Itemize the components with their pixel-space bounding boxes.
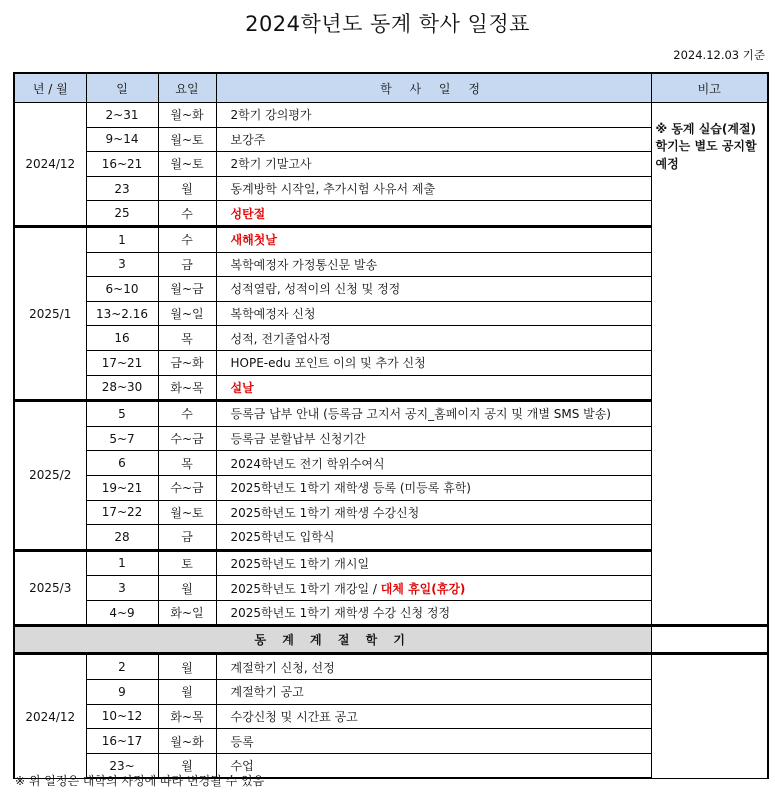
weekday-cell: 토 [158, 550, 216, 576]
event-cell [216, 127, 651, 152]
day-cell: 3 [86, 576, 158, 601]
year-month-cell: 2024/12 [14, 654, 86, 778]
day-cell: 16~17 [86, 729, 158, 754]
day-cell: 17~22 [86, 500, 158, 525]
event-text: 등록금 분할납부 신청기간 [230, 432, 366, 447]
weekday-cell: 목 [158, 451, 216, 476]
event-cell [216, 500, 651, 525]
event-cell [216, 201, 651, 227]
event-text: 2024학년도 전기 학위수여식 [230, 456, 385, 471]
event-cell [216, 550, 651, 576]
footnote: ※ 위 일정은 대학의 사정에 따라 변경될 수 있음 [15, 774, 265, 788]
remark-cell-empty [651, 654, 768, 778]
day-cell: 1 [86, 226, 158, 252]
event-cell [216, 475, 651, 500]
day-cell: 28~30 [86, 375, 158, 401]
day-cell: 25 [86, 201, 158, 227]
weekday-cell: 화~목 [158, 704, 216, 729]
event-cell [216, 654, 651, 680]
day-cell: 2~31 [86, 103, 158, 128]
event-text: 등록 [230, 734, 254, 749]
day-cell: 19~21 [86, 475, 158, 500]
event-text: 2025학년도 1학기 개시일 [230, 556, 370, 571]
event-cell [216, 576, 651, 601]
event-text: 보강주 [230, 132, 266, 147]
table-row [14, 103, 768, 128]
day-cell: 16 [86, 326, 158, 351]
event-highlight: 새해첫날 [230, 233, 277, 248]
year-month-cell: 2025/2 [14, 401, 86, 551]
day-cell: 23~ [86, 753, 158, 778]
day-cell: 6~10 [86, 277, 158, 302]
weekday-cell: 월~토 [158, 127, 216, 152]
event-cell [216, 326, 651, 351]
weekday-cell: 금 [158, 252, 216, 277]
event-text: 계절학기 신청, 선정 [230, 660, 335, 675]
event-cell [216, 375, 651, 401]
day-cell: 17~21 [86, 350, 158, 375]
weekday-cell: 월 [158, 753, 216, 778]
page-title: 2024학년도 동계 학사 일정표 [245, 12, 530, 36]
event-cell [216, 301, 651, 326]
table-row [14, 654, 768, 680]
event-text: 수업 [230, 759, 254, 774]
weekday-cell: 화~일 [158, 600, 216, 626]
event-cell [216, 729, 651, 754]
weekday-cell: 금~화 [158, 350, 216, 375]
event-cell [216, 176, 651, 201]
header-day: 일 [86, 73, 158, 103]
event-text: 2025학년도 1학기 개강일 / [230, 581, 381, 596]
event-cell [216, 252, 651, 277]
event-cell [216, 401, 651, 427]
day-cell: 9 [86, 680, 158, 705]
event-cell [216, 680, 651, 705]
header-row [14, 73, 768, 103]
day-cell: 9~14 [86, 127, 158, 152]
weekday-cell: 금 [158, 525, 216, 551]
weekday-cell: 월 [158, 680, 216, 705]
event-text: HOPE-edu 포인트 이의 및 추가 신청 [230, 356, 426, 371]
event-cell [216, 426, 651, 451]
winter-section-title: 동 계 계 절 학 기 [14, 626, 651, 654]
weekday-cell: 월~화 [158, 103, 216, 128]
event-text: 수강신청 및 시간표 공고 [230, 709, 358, 724]
event-cell [216, 103, 651, 128]
weekday-cell: 월~일 [158, 301, 216, 326]
weekday-cell: 화~목 [158, 375, 216, 401]
weekday-cell: 수 [158, 401, 216, 427]
weekday-cell: 월 [158, 654, 216, 680]
event-text: 2학기 기말고사 [230, 157, 312, 172]
section-blank [651, 626, 768, 654]
event-highlight: 성탄절 [230, 206, 266, 221]
event-cell [216, 226, 651, 252]
event-cell [216, 753, 651, 778]
year-month-cell: 2025/3 [14, 550, 86, 626]
weekday-cell: 월~화 [158, 729, 216, 754]
day-cell: 16~21 [86, 152, 158, 177]
event-text: 성적, 전기졸업사정 [230, 331, 331, 346]
weekday-cell: 월~토 [158, 152, 216, 177]
event-text: 2025학년도 1학기 재학생 수강 신청 정정 [230, 606, 451, 621]
event-text: 동계방학 시작일, 추가시험 사유서 제출 [230, 182, 436, 197]
event-cell [216, 277, 651, 302]
basis-date: 2024.12.03 기준 [673, 48, 765, 62]
event-cell [216, 152, 651, 177]
event-highlight: 설날 [230, 380, 254, 395]
event-text: 2025학년도 1학기 재학생 등록 (미등록 휴학) [230, 481, 471, 496]
weekday-cell: 월~금 [158, 277, 216, 302]
day-cell: 5~7 [86, 426, 158, 451]
header-event: 학 사 일 정 [216, 73, 651, 103]
event-text: 등록금 납부 안내 (등록금 고지서 공지_홈페이지 공지 및 개별 SMS 발송) [230, 407, 611, 422]
event-text: 2학기 강의평가 [230, 108, 312, 123]
header-remark: 비고 [651, 73, 768, 103]
day-cell: 5 [86, 401, 158, 427]
weekday-cell: 목 [158, 326, 216, 351]
event-cell [216, 525, 651, 551]
weekday-cell: 수~금 [158, 475, 216, 500]
day-cell: 28 [86, 525, 158, 551]
weekday-cell: 월 [158, 176, 216, 201]
remark-cell: ※ 동계 실습(계절)학기는 별도 공지할 예정 [651, 103, 768, 626]
year-month-cell: 2025/1 [14, 226, 86, 400]
event-highlight: 대체 휴일(휴강) [380, 581, 466, 596]
weekday-cell: 월~토 [158, 500, 216, 525]
weekday-cell: 수 [158, 226, 216, 252]
event-cell [216, 600, 651, 626]
day-cell: 1 [86, 550, 158, 576]
schedule-table [13, 72, 769, 779]
weekday-cell: 수 [158, 201, 216, 227]
year-month-cell: 2024/12 [14, 103, 86, 227]
header-year-month: 년 / 월 [14, 73, 86, 103]
day-cell: 10~12 [86, 704, 158, 729]
day-cell: 3 [86, 252, 158, 277]
header-weekday: 요일 [158, 73, 216, 103]
weekday-cell: 수~금 [158, 426, 216, 451]
event-cell [216, 704, 651, 729]
day-cell: 13~2.16 [86, 301, 158, 326]
event-cell [216, 451, 651, 476]
event-cell [216, 350, 651, 375]
event-text: 2025학년도 1학기 재학생 수강신청 [230, 505, 420, 520]
weekday-cell: 월 [158, 576, 216, 601]
event-text: 복학예정자 신청 [230, 307, 316, 322]
event-text: 복학예정자 가정통신문 발송 [230, 257, 378, 272]
event-text: 2025학년도 입학식 [230, 530, 335, 545]
event-text: 계절학기 공고 [230, 685, 304, 700]
event-text: 성적열람, 성적이의 신청 및 정정 [230, 282, 401, 297]
day-cell: 6 [86, 451, 158, 476]
day-cell: 4~9 [86, 600, 158, 626]
section-row [14, 626, 768, 654]
day-cell: 2 [86, 654, 158, 680]
day-cell: 23 [86, 176, 158, 201]
